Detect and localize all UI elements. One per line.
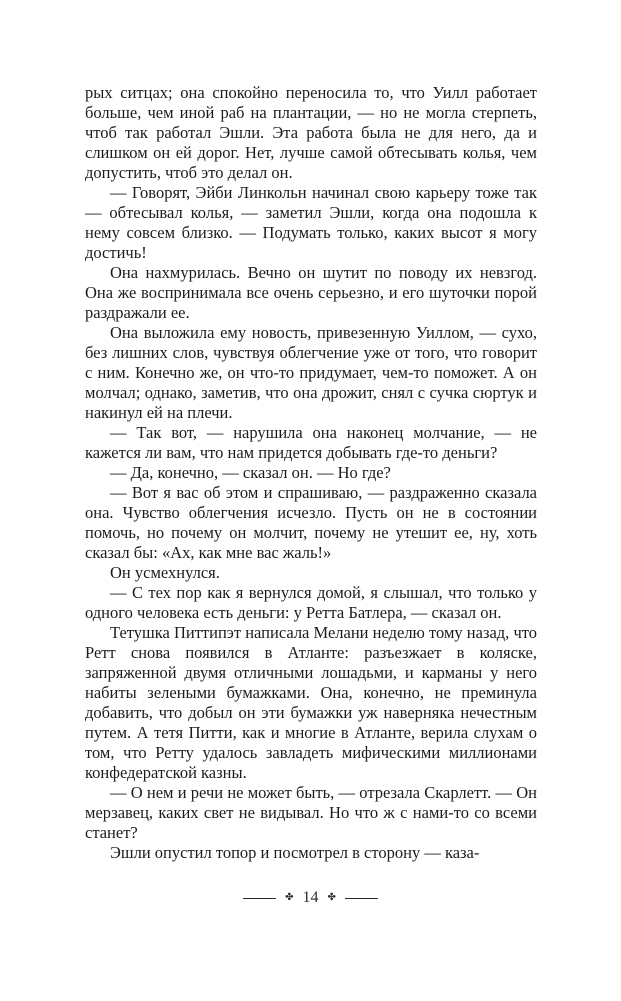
paragraph: Тетушка Питтипэт написала Мелани неделю тому назад, что Ретт снова появился в Атланте: разъезжает в коляске, запряженной двумя отличными лошадьми, и карманы у него набиты зелеными бумажками. Она, конечно, не преминула добавить, что добыл он эти бумажки уж наверняка нечестным путем. А тетя Питти, как и многие в Атланте, верила слухам о том, что Ретту удалось завладеть мифическими миллионами конфедератской казны. xyxy=(85,623,537,782)
paragraph: Она выложила ему новость, привезенную Уиллом, — сухо, без лишних слов, чувствуя облегчение уже от того, что говорит с ним. Конечно же, он что-то придумает, чем-то поможет. А он молчал; однако, заметив, что она дрожит, снял с сучка сюртук и накинул ей на плечи. xyxy=(85,323,537,422)
paragraph: — О нем и речи не может быть, — отрезала Скарлетт. — Он мерзавец, каких свет не видывал. Но что ж с нами-то со всеми станет? xyxy=(85,783,537,842)
paragraph: — Говорят, Эйби Линкольн начинал свою карьеру тоже так — обтесывал колья, — заметил Эшли, когда она подошла к нему совсем близко. — Подумать только, каких высот я могу достичь! xyxy=(85,183,537,262)
footer-rule-right xyxy=(345,898,378,899)
paragraph: — Так вот, — нарушила она наконец молчание, — не кажется ли вам, что нам придется добывать где-то деньги? xyxy=(85,423,537,462)
footer-ornament-right-icon: ✤ xyxy=(327,892,336,903)
paragraph: Она нахмурилась. Вечно он шутит по поводу их невзгод. Она же воспринимала все очень серьезно, и его шуточки порой раздражали ее. xyxy=(85,263,537,322)
page-number: 14 xyxy=(302,889,319,906)
footer-rule-left xyxy=(243,898,276,899)
paragraph: рых ситцах; она спокойно переносила то, что Уилл работает больше, чем иной раб на плантации, — но не могла стерпеть, чтоб так работал Эшли. Эта работа была не для него, да и слишком он ей дорог. Нет, лучше самой обтесывать колья, чем допустить, чтоб это делал он. xyxy=(85,83,537,182)
paragraph: Эшли опустил топор и посмотрел в сторону — каза- xyxy=(110,843,480,862)
page-footer xyxy=(0,888,621,908)
paragraph: — С тех пор как я вернулся домой, я слышал, что только у одного человека есть деньги: у Ретта Батлера, — сказал он. xyxy=(85,583,537,622)
footer-ornament-left-icon: ✤ xyxy=(285,892,294,903)
paragraph: — Вот я вас об этом и спрашиваю, — раздраженно сказала она. Чувство облегчения исчезло. Пусть он не в состоянии помочь, но почему он молчит, почему не утешит ее, ну, хоть сказал бы: «Ах, как мне вас жаль!» xyxy=(85,483,537,562)
paragraph: — Да, конечно, — сказал он. — Но где? xyxy=(110,463,391,482)
text-column xyxy=(85,83,537,863)
paragraph: Он усмехнулся. xyxy=(110,563,220,582)
